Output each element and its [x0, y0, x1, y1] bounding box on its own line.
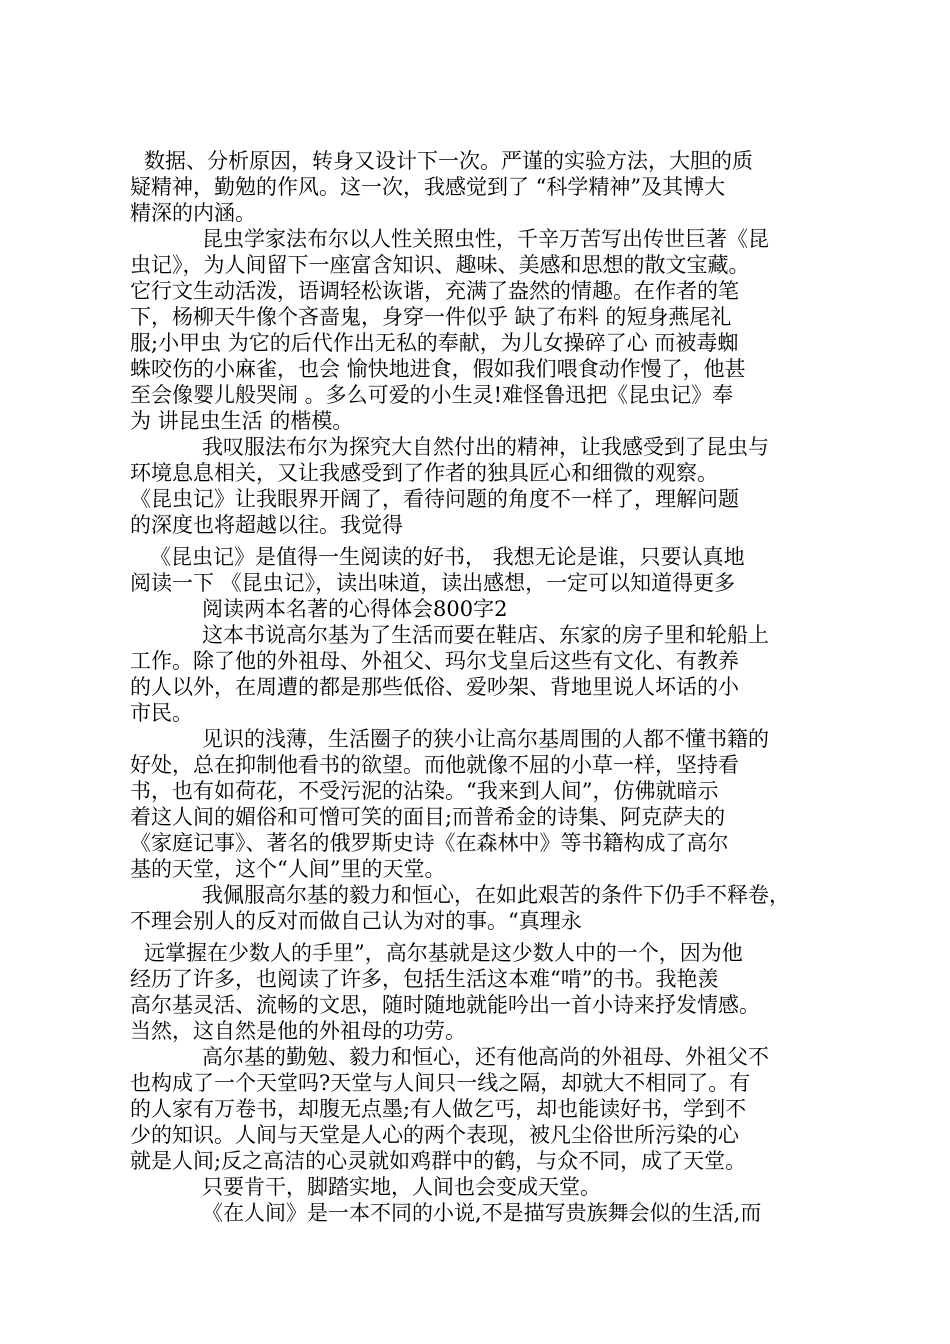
text-line: 阅读一下 《昆虫记》，读出味道，读出感想，一定可以知道得更多	[130, 571, 736, 595]
text-block-2	[130, 544, 830, 934]
paragraph-start: 我叹服法布尔为探究大自然付出的精神，让我感受到了昆虫与	[202, 435, 769, 459]
paragraph-start: 见识的浅薄，生活圈子的狭小让高尔基周围的人都不懂书籍的	[202, 727, 769, 751]
text-line: 也构成了一个天堂吗?天堂与人间只一线之隔，却就大不相同了。有	[130, 1071, 751, 1095]
text-line: 好处，总在抑制他看书的欲望。而他就像不屈的小草一样，坚持看	[130, 753, 739, 777]
text-line: 的人家有万卷书，却腹无点墨;有人做乞丐，却也能读好书，学到不	[130, 1097, 747, 1121]
text-line: 下，杨柳天牛像个吝啬鬼，身穿一件似乎 缺了布料 的短身燕尾礼	[130, 305, 732, 329]
text-line: 基的天堂，这个“人间”里的天堂。	[130, 857, 446, 881]
text-line: 高尔基灵活、流畅的文思，随时随地就能吟出一首小诗来抒发情感。	[130, 993, 760, 1017]
text-line: 蛛咬伤的小麻雀，也会 愉快地进食，假如我们喂食动作慢了，他甚	[130, 357, 746, 381]
paragraph-start: 只要肯干，脚踏实地，人间也会变成天堂。	[202, 1175, 601, 1199]
text-block-3	[130, 940, 830, 1226]
text-line: 少的知识。人间与天堂是人心的两个表现，被凡尘俗世所污染的心	[130, 1123, 739, 1147]
text-line: 的人以外，在周遭的都是那些低俗、爱吵架、背地里说人坏话的小	[130, 675, 739, 699]
text-line: 为 讲昆虫生活 的楷模。	[130, 409, 354, 433]
text-line: 就是人间;反之高洁的心灵就如鸡群中的鹤，与众不同，成了天堂。	[130, 1149, 747, 1173]
text-block-1	[130, 148, 830, 538]
section-title: 阅读两本名著的心得体会800字2	[202, 597, 508, 621]
text-line: 市民。	[130, 701, 193, 725]
text-line: 虫记》，为人间留下一座富含知识、趣味、美感和思想的散文宝藏。	[130, 253, 750, 277]
text-line: 工作。除了他的外祖母、外祖父、玛尔戈皇后这些有文化、有教养	[130, 649, 739, 673]
text-line: 《家庭记事》、著名的俄罗斯史诗《在森林中》等书籍构成了高尔	[130, 831, 729, 855]
text-line: 远掌握在少数人的手里”，高尔基就是这少数人中的一个，因为他	[144, 941, 743, 965]
text-line: 书，也有如荷花，不受污泥的沾染。“我来到人间”，仿佛就暗示	[130, 779, 719, 803]
paragraph-start: 昆虫学家法布尔以人性关照虫性，千辛万苦写出传世巨著《昆	[202, 227, 769, 251]
paragraph-start: 《在人间》是一本不同的小说,不是描写贵族舞会似的生活,而	[202, 1201, 762, 1225]
text-line: 着这人间的媚俗和可憎可笑的面目;而普希金的诗集、阿克萨夫的	[130, 805, 726, 829]
paragraph-start: 高尔基的勤勉、毅力和恒心，还有他高尚的外祖母、外祖父不	[202, 1045, 769, 1069]
text-line: 数据、分析原因，转身又设计下一次。严谨的实验方法，大胆的质	[144, 149, 753, 173]
paragraph-start: 这本书说高尔基为了生活而要在鞋店、东家的房子里和轮船上	[202, 623, 769, 647]
text-line: 精深的内涵。	[130, 201, 256, 225]
paragraph-start: 我佩服高尔基的毅力和恒心，在如此艰苦的条件下仍手不释卷，	[202, 883, 790, 907]
text-line: 《昆虫记》是值得一生阅读的好书， 我想无论是谁，只要认真地	[150, 545, 745, 569]
text-line: 不理会别人的反对而做自己认为对的事。“真理永	[130, 909, 582, 933]
text-line: 当然，这自然是他的外祖母的功劳。	[130, 1019, 466, 1043]
text-line: 的深度也将超越以往。我觉得	[130, 513, 403, 537]
text-line: 疑精神，勤勉的作风。这一次，我感觉到了 “科学精神”及其博大	[130, 175, 726, 199]
text-line: 至会像婴儿般哭闹 。多么可爱的小生灵!难怪鲁迅把《昆虫记》奉	[130, 383, 734, 407]
text-line: 《昆虫记》让我眼界开阔了，看待问题的角度不一样了，理解问题	[130, 487, 739, 511]
text-line: 环境息息相关，又让我感受到了作者的独具匠心和细微的观察。	[130, 461, 718, 485]
text-line: 服;小甲虫 为它的后代作出无私的奉献，为儿女操碎了心 而被毒蜘	[130, 331, 739, 355]
text-line: 经历了许多，也阅读了许多，包括生活这本难“啃”的书。我艳羡	[130, 967, 719, 991]
text-line: 它行文生动活泼，语调轻松诙谐，充满了盎然的情趣。在作者的笔	[130, 279, 739, 303]
